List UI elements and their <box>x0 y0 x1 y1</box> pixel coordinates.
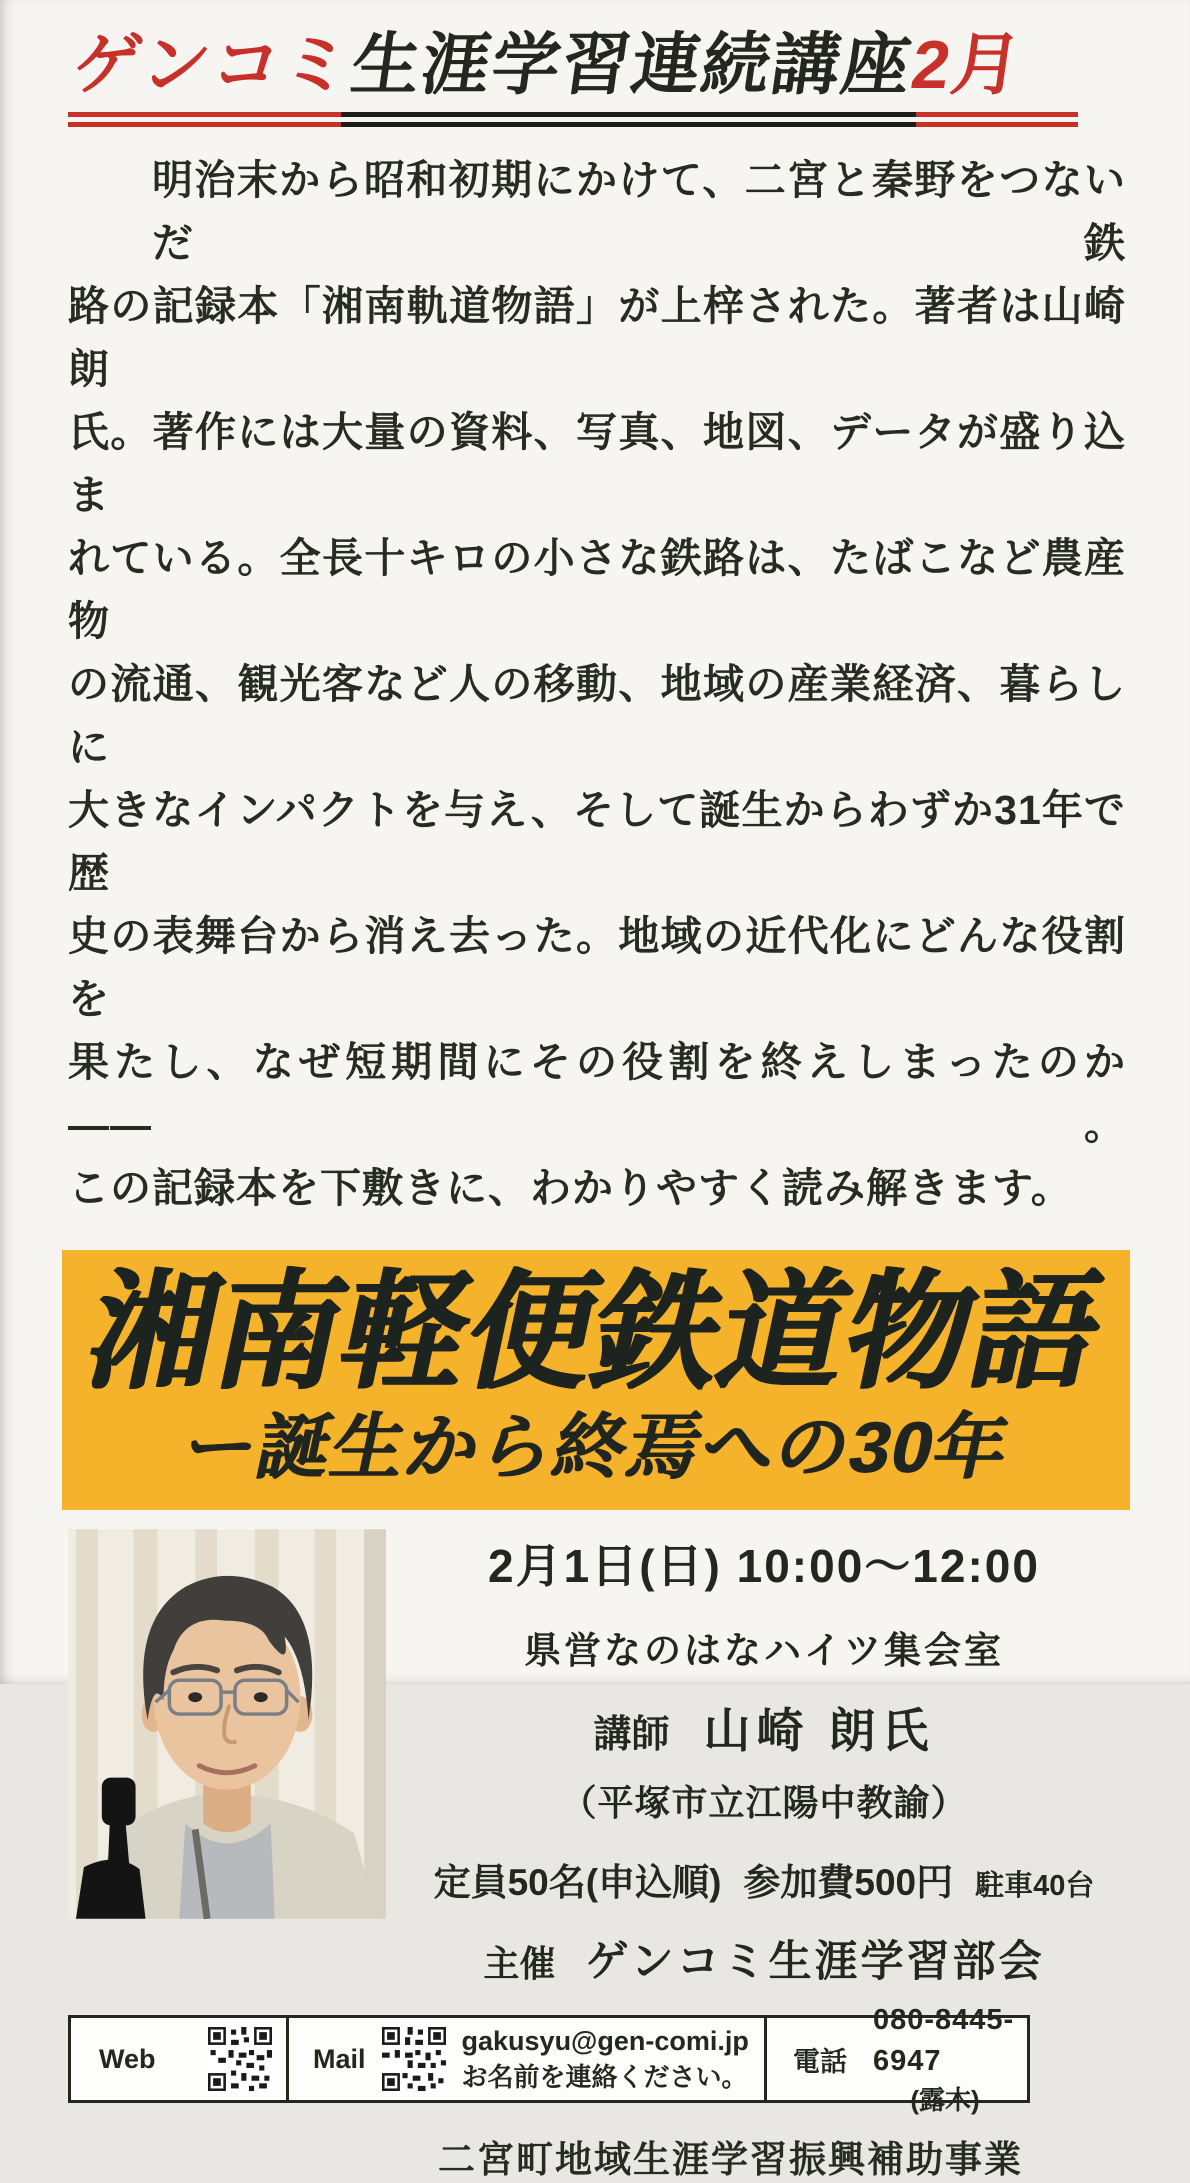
phone-label: 電話 <box>793 2046 847 2077</box>
intro-line: この記録本を下敷きに、わかりやすく読み解きます。 <box>68 1165 1073 1212</box>
event-parking: 駐車40台 <box>975 1870 1095 1903</box>
event-capacity: 定員50名(申込順) <box>433 1862 722 1904</box>
event-title: 湘南軽便鉄道物語 <box>76 1261 1116 1405</box>
organizer-name: ゲンコミ生涯学習部会 <box>585 1938 1045 1987</box>
intro-line: の流通、観光客など人の移動、地域の産業経済、暮らしに <box>68 661 1126 771</box>
event-details <box>68 1528 1126 1989</box>
intro-line: れている。全長十キロの小さな鉄路は、たばこなど農産物 <box>68 535 1126 645</box>
organizer-label: 主催 <box>483 1943 556 1985</box>
web-label: Web <box>99 2043 156 2074</box>
event-venue: 県営なのはなハイツ集会室 <box>524 1630 1004 1672</box>
contact-mail-cell <box>289 2018 767 2100</box>
mail-text <box>462 2023 749 2095</box>
event-datetime: 2月1日(日) 10:00～12:00 <box>488 1540 1040 1593</box>
title-brand: ゲンコミ <box>68 27 358 103</box>
event-title-banner <box>62 1250 1130 1510</box>
intro-line: 路の記録本「湘南軌道物語」が上梓された。著者は山崎朗 <box>68 283 1126 393</box>
title-underline <box>68 112 1078 127</box>
contact-phone-cell <box>767 2004 1027 2115</box>
intro-line: 史の表舞台から消え去った。地域の近代化にどんな役割を <box>68 913 1126 1023</box>
event-fee: 参加費500円 <box>743 1862 954 1904</box>
page-title <box>68 26 1137 104</box>
contact-web-cell <box>71 2018 289 2100</box>
event-info <box>402 1528 1126 1989</box>
phone-number: 080-8445-6947 <box>873 2004 1015 2078</box>
event-lecturer <box>593 1694 934 1761</box>
underline-red-right <box>916 112 1078 127</box>
event-organizer-row <box>483 1928 1044 1989</box>
intro-paragraph <box>68 149 1126 1220</box>
mail-address: gakusyu@gen-comi.jp <box>461 2026 749 2057</box>
phone-contact-name: (露木) <box>910 2084 980 2115</box>
lecturer-photo <box>68 1528 386 1920</box>
intro-line: 明治末から昭和初期にかけて、二宮と秦野をつないだ鉄 <box>152 157 1126 267</box>
underline-black <box>341 112 917 127</box>
contact-table <box>68 2004 1030 2115</box>
footer-note: 二宮町地域生涯学習振興補助事業 <box>438 2139 1023 2181</box>
event-subtitle: ー誕生から終焉への30年 <box>175 1408 1017 1489</box>
intro-line: 氏。著作には大量の資料、写真、地図、データが盛り込ま <box>68 409 1126 519</box>
intro-line: 果たし、なぜ短期間にその役割を終えしまったのか――。 <box>68 1039 1126 1149</box>
lecturer-label: 講師 <box>593 1714 670 1757</box>
lecturer-portrait-illustration <box>68 1528 386 1920</box>
mail-label: Mail <box>313 2043 366 2074</box>
underline-red-left <box>68 112 341 127</box>
title-month: 2月 <box>906 27 1028 103</box>
mail-qr-code-icon <box>382 2027 446 2091</box>
intro-line: 大きなインパクトを与え、そして誕生からわずか31年で歴 <box>68 787 1126 897</box>
web-qr-code-icon <box>208 2027 272 2091</box>
lecturer-name: 山崎 朗氏 <box>703 1704 935 1758</box>
mail-note: お名前を連絡ください。 <box>461 2061 748 2092</box>
title-series: 生涯学習連続講座 <box>346 27 918 103</box>
event-capacity-row <box>434 1852 1095 1906</box>
lecturer-affiliation: （平塚市立江陽中教諭） <box>560 1782 968 1824</box>
phone-text <box>873 2000 1017 2118</box>
